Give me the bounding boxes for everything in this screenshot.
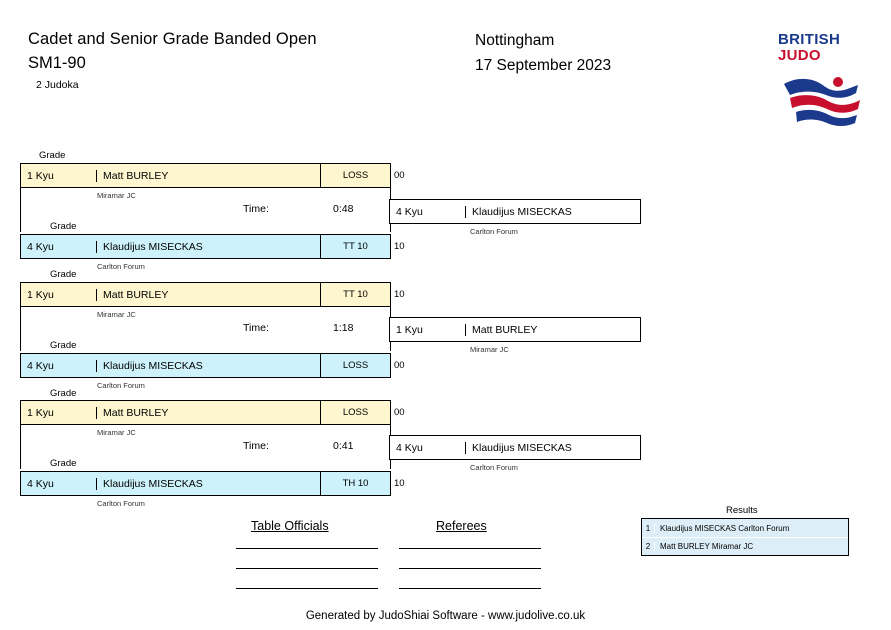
match-2-top-competitor — [20, 282, 391, 307]
match-3-top-club: Miramar JC — [97, 428, 136, 437]
competitor-name: Matt BURLEY — [472, 323, 538, 336]
score-value: TH 10 — [320, 472, 390, 495]
table-officials-line-3 — [236, 588, 378, 589]
match-1-winner — [389, 199, 641, 224]
table-row — [642, 519, 848, 537]
match-2-winner — [389, 317, 641, 342]
score-value: TT 10 — [320, 283, 390, 306]
referees-line-2 — [399, 568, 541, 569]
grade-label: Grade — [50, 340, 77, 351]
match-1-bottom-points: 10 — [394, 241, 405, 252]
event-title: Cadet and Senior Grade Banded Open — [28, 30, 317, 48]
grade-value: 4 Kyu — [390, 206, 466, 218]
british-judo-logo — [778, 32, 866, 132]
grade-label: Grade — [50, 458, 77, 469]
grade-value: 1 Kyu — [390, 324, 466, 336]
match-1-time-value: 0:48 — [333, 203, 354, 215]
referees-line-3 — [399, 588, 541, 589]
match-2-winner-club: Miramar JC — [470, 345, 509, 354]
competitor-name: Klaudijus MISECKAS — [103, 359, 203, 372]
competitor-name: Matt BURLEY — [103, 288, 169, 301]
logo-text-british: BRITISH — [778, 31, 841, 48]
table-officials-line-1 — [236, 548, 378, 549]
match-3-top-points: 00 — [394, 407, 405, 418]
result-name: Matt BURLEY Miramar JC — [660, 542, 754, 551]
results-title: Results — [726, 505, 758, 516]
grade-value: 4 Kyu — [390, 442, 466, 454]
grade-value: 1 Kyu — [21, 407, 97, 419]
table-row — [642, 537, 848, 555]
match-3-bottom-points: 10 — [394, 478, 405, 489]
match-1-top-club: Miramar JC — [97, 191, 136, 200]
grade-label: Grade — [50, 269, 77, 280]
event-city: Nottingham — [475, 32, 555, 49]
header-left — [28, 30, 317, 91]
table-officials-line-2 — [236, 568, 378, 569]
judo-figure-icon — [780, 68, 866, 130]
result-rank: 1 — [642, 524, 655, 533]
match-2-bottom-points: 00 — [394, 360, 405, 371]
grade-label: Grade — [50, 388, 77, 399]
match-3-top-competitor — [20, 400, 391, 425]
grade-value: 1 Kyu — [21, 289, 97, 301]
competitor-name: Klaudijus MISECKAS — [472, 441, 572, 454]
match-3-winner-club: Carlton Forum — [470, 463, 518, 472]
header-middle — [475, 32, 611, 75]
time-label: Time: — [243, 322, 269, 334]
competitor-name: Matt BURLEY — [103, 406, 169, 419]
table-officials-label: Table Officials — [251, 519, 329, 533]
result-rank: 2 — [642, 542, 655, 551]
score-value: LOSS — [320, 354, 390, 377]
match-3-bottom-competitor — [20, 471, 391, 496]
competitor-name: Klaudijus MISECKAS — [103, 240, 203, 253]
score-value: TT 10 — [320, 235, 390, 258]
match-1-bottom-club: Carlton Forum — [97, 262, 145, 271]
score-value: LOSS — [320, 164, 390, 187]
footer-credit: Generated by JudoShiai Software - www.judolive.co.uk — [305, 610, 586, 622]
time-label: Time: — [243, 203, 269, 215]
grade-value: 4 Kyu — [21, 478, 97, 490]
match-1-top-points: 00 — [394, 170, 405, 181]
event-date: 17 September 2023 — [475, 57, 612, 74]
grade-value: 4 Kyu — [21, 241, 97, 253]
competitor-name: Klaudijus MISECKAS — [103, 477, 203, 490]
results-table — [641, 518, 849, 556]
competitor-name: Klaudijus MISECKAS — [472, 205, 572, 218]
match-3-bottom-club: Carlton Forum — [97, 499, 145, 508]
match-2-time-value: 1:18 — [333, 322, 354, 334]
match-1-top-competitor — [20, 163, 391, 188]
match-3-time-value: 0:41 — [333, 440, 354, 452]
match-2-top-points: 10 — [394, 289, 405, 300]
match-2-bottom-club: Carlton Forum — [97, 381, 145, 390]
match-2-top-club: Miramar JC — [97, 310, 136, 319]
match-2-bottom-competitor — [20, 353, 391, 378]
score-value: LOSS — [320, 401, 390, 424]
match-1-bottom-competitor — [20, 234, 391, 259]
event-category: SM1-90 — [28, 54, 86, 72]
logo-text-judo: JUDO — [778, 46, 821, 64]
match-3-winner — [389, 435, 641, 460]
referees-label: Referees — [436, 519, 487, 533]
entrant-count: 2 Judoka — [36, 79, 79, 91]
competitor-name: Matt BURLEY — [103, 169, 169, 182]
grade-label: Grade — [50, 221, 77, 232]
match-1-winner-club: Carlton Forum — [470, 227, 518, 236]
time-label: Time: — [243, 440, 269, 452]
result-name: Klaudijus MISECKAS Carlton Forum — [660, 523, 790, 533]
grade-label: Grade — [39, 150, 66, 161]
grade-value: 4 Kyu — [21, 360, 97, 372]
grade-value: 1 Kyu — [21, 170, 97, 182]
referees-line-1 — [399, 548, 541, 549]
